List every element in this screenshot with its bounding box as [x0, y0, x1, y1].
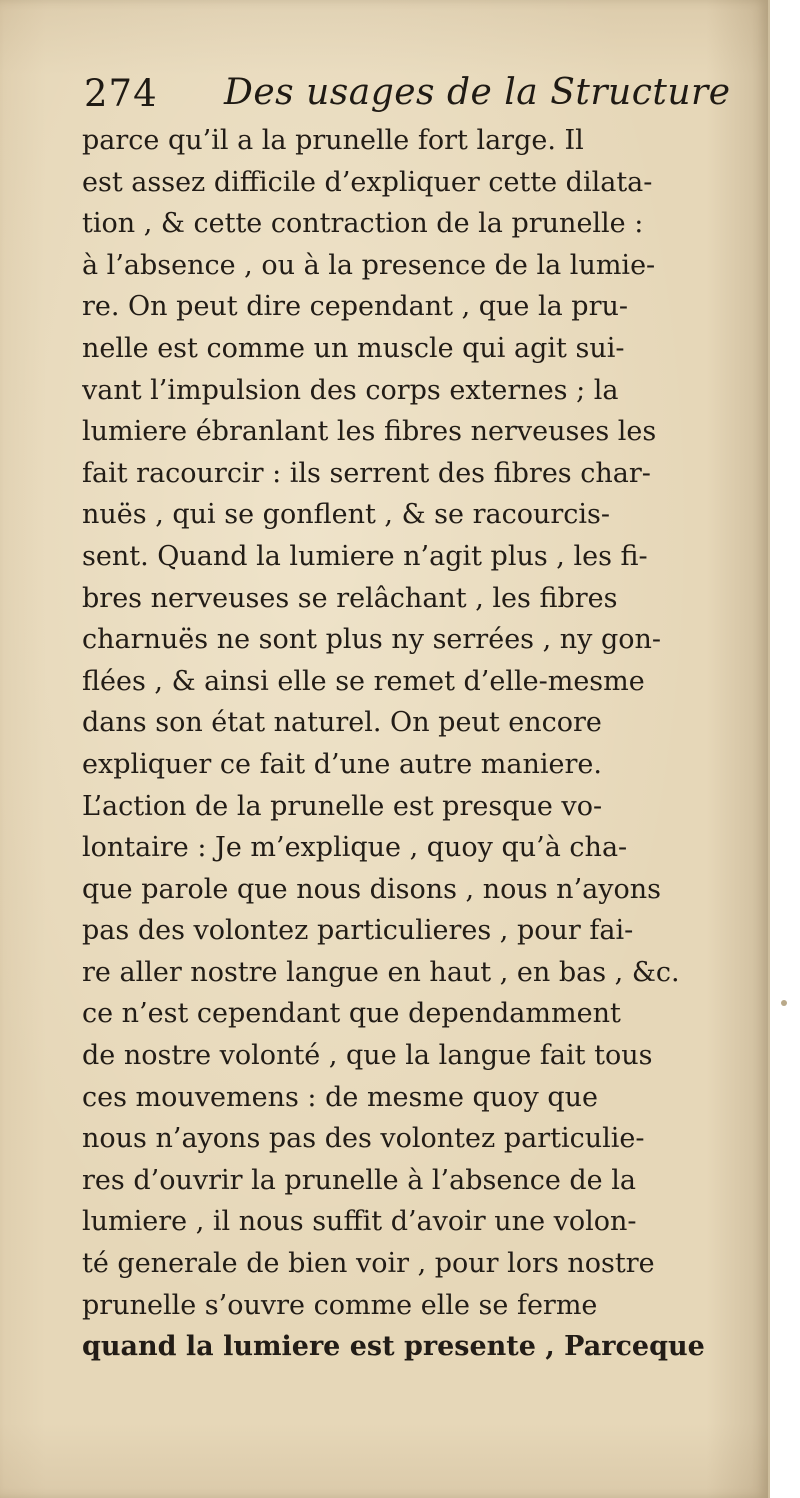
text-line: res d’ouvrir la prunelle à l’absence de la [82, 1164, 636, 1196]
text-line: quand la lumiere est presente , Parceque [82, 1331, 705, 1363]
text-line: té generale de bien voir , pour lors nostre [82, 1248, 655, 1280]
text-line: vant l’impulsion des corps externes ; la [82, 374, 619, 406]
text-line: nuës , qui se gonflent , & se racourcis- [82, 499, 611, 531]
text-line: L’action de la prunelle est presque vo- [82, 790, 603, 822]
text-line: flées , & ainsi elle se remet d’elle-mesme [82, 665, 645, 697]
text-line: nous n’ayons pas des volontez particulie- [82, 1123, 645, 1155]
page-header [84, 70, 744, 120]
text-line: est assez difficile d’expliquer cette dilata- [82, 166, 653, 198]
text-line: sent. Quand la lumiere n’agit plus , les fi- [82, 540, 648, 572]
running-title: Des usages de la Structure [224, 72, 731, 113]
text-line: prunelle s’ouvre comme elle se ferme [82, 1289, 598, 1321]
body-text [82, 120, 730, 1368]
page-number: 274 [84, 72, 158, 115]
scan-margin [770, 0, 800, 1498]
text-line: parce qu’il a la prunelle fort large. Il [82, 125, 584, 156]
text-line: re aller nostre langue en haut , en bas , &c. [82, 956, 680, 988]
text-line: bres nerveuses se relâchant , les fibres [82, 582, 618, 614]
text-line: lontaire : Je m’explique , quoy qu’à cha- [82, 832, 628, 864]
text-line: dans son état naturel. On peut encore [82, 707, 602, 739]
margin-speck [781, 1000, 787, 1006]
text-line: ces mouvemens : de mesme quoy que [82, 1081, 598, 1113]
text-line: lumiere ébranlant les fibres nerveuses les [82, 416, 657, 448]
text-line: fait racourcir : ils serrent des fibres char- [82, 457, 651, 489]
text-line: nelle est comme un muscle qui agit sui- [82, 332, 625, 364]
text-line: de nostre volonté , que la langue fait tous [82, 1040, 653, 1072]
text-line: tion , & cette contraction de la prunelle : [82, 208, 644, 240]
text-line: charnuës ne sont plus ny serrées , ny gon- [82, 624, 662, 656]
text-line: expliquer ce fait d’une autre maniere. [82, 748, 602, 780]
text-line: à l’absence , ou à la presence de la lumie- [82, 249, 656, 281]
text-line: lumiere , il nous suffit d’avoir une volon- [82, 1206, 637, 1238]
text-line: pas des volontez particulieres , pour fai- [82, 915, 634, 947]
text-line: que parole que nous disons , nous n’ayons [82, 873, 661, 905]
text-line: ce n’est cependant que dependamment [82, 998, 621, 1030]
text-line: re. On peut dire cependant , que la pru- [82, 291, 628, 323]
